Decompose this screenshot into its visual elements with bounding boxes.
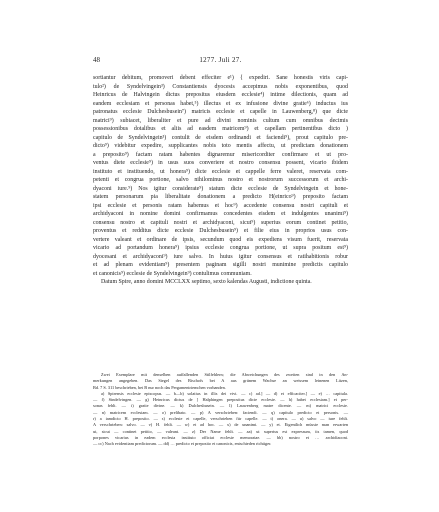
note-line: Bd. 7 S. 311 beschrieben, bei B nur noch das Pergamentriemchen vorhanden. (93, 384, 226, 390)
note-line: A verschrieben: salvo. — v) H. fehlt. — w) et ad hoc. — x) de unanimi. — y) et. Eigentlich müsste man erwarten (93, 422, 348, 428)
text-line: eandem ecclesiam et personas habet,⁵) illectus et ex infusione divine gratie⁶) inductus ius (93, 100, 348, 107)
note-line: Zwei Exemplare mit denselben auffallenden Stilfehlern; die Abweichungen des zweiten sind in den An- (101, 372, 348, 377)
text-line: dyaconi iure.⁹) Nos igitur considerate⁹) statum dicte ecclesie de Syndelvingein et hone- (93, 185, 348, 192)
text-line: vertere valeant et ordinare de ipsis, secundum quod eis expediens visum fuerit, reservata (93, 236, 348, 243)
text-line: petenti et congrua portione, salvo nihilominus nostro et nostrorum successorum et archi- (93, 177, 348, 183)
note-line: — f) Sindelvingen. — g) Heinricus dictus de ] Halphingen prepositus dicte ecclesie. — h) habet ecclesiam.] et per- (93, 397, 348, 403)
text-line: proventus et redditus dicte ecclesie Dulchesbusein⁹) et filie eius in proprios usus con- (93, 228, 348, 234)
note-line: r) a iamdicto H. preposito. — s) ecclesie et capelle, verschrieben für capelle. — t) onera. — u) salvo — iure fehlt. (93, 416, 348, 422)
text-line: et canonicis⁹) ecclesie de Syndelvingein⁹) contulimus communiam. (93, 270, 252, 277)
text-line: dicto⁹) videbitur expedire, supplicantes nobis toto mentis affectu, ut predictam donationem (93, 143, 348, 149)
text-line: archidyaconi in nomine domini confirmamus concedentes eisdem et indulgentes unanimi⁹) (93, 211, 348, 217)
text-line: capitulo de Syndelvingein³) contulit de eisdem ordinandi et faciendi⁹), prout capitulo pre- (93, 134, 348, 141)
text-line: patronatus ecclesie Dulchesbusein⁷) matricis ecclesie et capelle in Lauwenberg,⁸) que dicte (93, 109, 348, 115)
text-line: statem personarum pia liberalitate donationem a predicto H(einrico⁹) preposito factam (93, 194, 348, 200)
text-line: a preposito⁹) factam ratam habentes dignaremur misericorditer confirmare et ut pro- (93, 151, 348, 158)
text-line: ventus diete ecclesie⁹) in usus suos converiere et nostro consensu possent, vicario ibidem (93, 160, 348, 166)
text-line: matrici⁹) subiacet, liberaliter et pure ad divini nominis cultum cum omnibus decimis (93, 117, 348, 124)
dating-clause: Datum Spire, anno domini MCCLXX septimo, sexto kalendas Augusti, indictione quinta. (101, 279, 312, 285)
text-line: Heinricus de Halvingein dictus prepositus eiusdem ecclesie⁴) intime dilectionis, quam ad (93, 92, 348, 98)
charter-text (93, 74, 348, 287)
text-line: et ad plenam evidentiam⁹) presentem paginam sigilli nostri munimine predictis capitulo (93, 262, 348, 268)
text-line: dyocesani et archidyaconi⁹) iure salvo. In huius igitur consensus et ratihabitionis robur (93, 253, 348, 260)
text-line: possessionibus dotalibus et aliis ad easdem matricem⁹) et capellam pertinentibus dicto ) (93, 126, 348, 132)
note-line: a) Spirensis ecclesie episcopus. — b—b) solatius in illis dei vivi. — c) ad.] — d) et efficaciter.] — e) … capitula. (101, 390, 348, 396)
text-line: vicario ad portandum honera⁹) ipsius ecclesie congrua portione, ut supra positum est⁹) (93, 245, 348, 251)
text-line: consensu nostro et capituli nostri et archidyaconi, sicut⁹) superius eorum continet petitio, (93, 219, 348, 226)
text-line: tulo²) de Syndelvingein³) Constantiensis dyocesis accepimus nobis exponentibus, quod (93, 83, 348, 90)
page-number: 48 (93, 56, 100, 64)
note-line: sonas fehlt. — i) gratie divine. — k) Dulchesbusein. — l) Lauwenberg matre dicente. — m) matrici ecclesie. (93, 403, 348, 409)
text-line: instituto et instituendo, ut honera⁹) dicte ecclesie et cappelle ferre valeret, reservata com- (93, 168, 348, 175)
text-line: sortiantur debitum, promoveri debent effeciter e¹) { expediri. Sane honestis viris capi- (93, 75, 348, 81)
note-line: porpones vicarius in eadem ecclesia instituto officiat ecclesie memoratae. — bb) nostro et … archidiaconi. (93, 434, 348, 440)
note-line: merkungen angegeben. Das Siegel des Bischofs bei A aus grünem Wachse an weissem leinenen Litzen, (93, 378, 348, 384)
editorial-notes (93, 372, 348, 448)
note-line: — cc) Nach evidentiam predictorum. — dd) … predicto et preposito et canonicis, entschieden richtiger. (93, 441, 272, 447)
running-head: 1277. Juli 27. (199, 56, 242, 64)
text-line: ipsi ecclesie et personis ratam habemus et hoc⁹) accedente consensu nostri capituli et (93, 202, 348, 209)
page-header (93, 56, 348, 66)
note-line: ut, sicut — continet petitio, — valeant. — z) Der Name fehlt. — aa) ut superius est expressum, iis tamen, quod (93, 428, 348, 434)
note-line: — n) matricem ecclesiam. — o) prelibato. — p) A verschrieben: faciendi. — q) capitulo predicto et personis. — (93, 409, 348, 415)
